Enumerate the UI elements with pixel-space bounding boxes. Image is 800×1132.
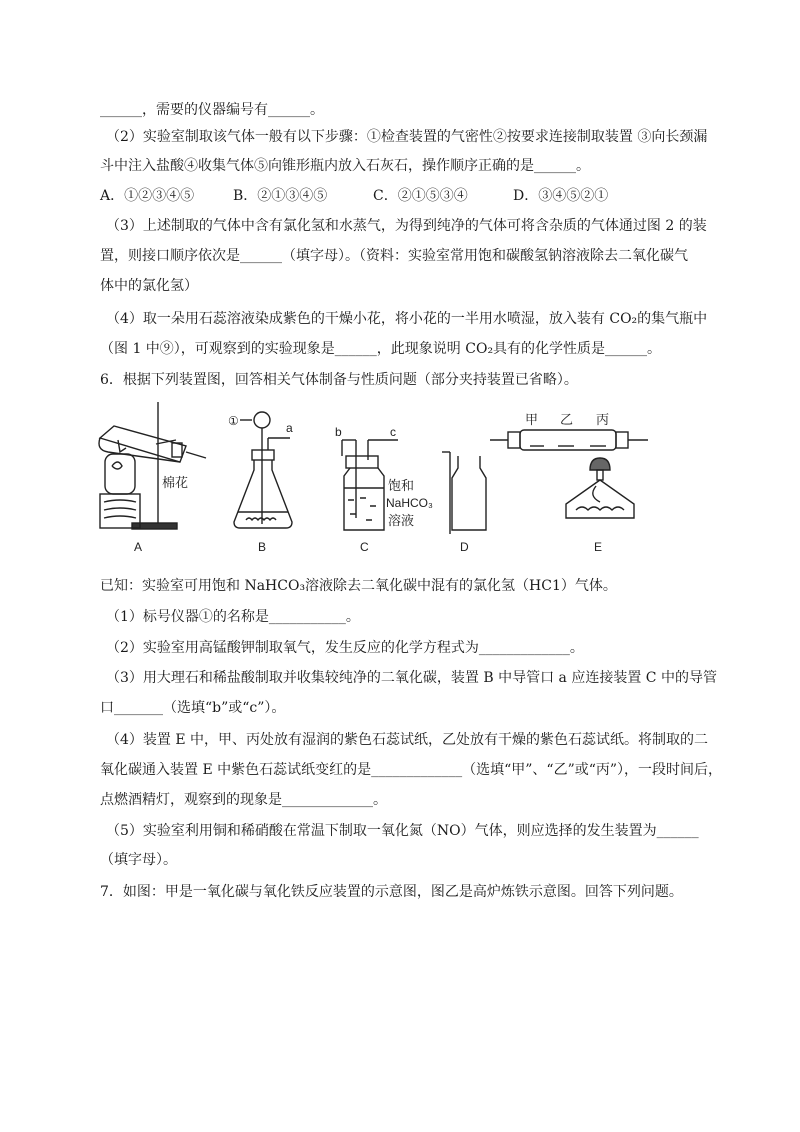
q6-sub4-line3: 点燃酒精灯，观察到的现象是_____________。 (100, 792, 387, 808)
label-circled-1: ① (228, 414, 239, 428)
q7-stem: 7．如图：甲是一氧化碳与氧化铁反应装置的示意图，图乙是高炉炼铁示意图。回答下列问题。 (100, 884, 683, 900)
apparatus-b (234, 412, 292, 528)
label-cotton: 棉花 (162, 476, 189, 491)
q5-option-d: D．③④⑤②① (513, 188, 609, 204)
q6-sub3-line1: （3）用大理石和稀盐酸制取并收集较纯净的二氧化碳，装置 B 中导管口 a 应连接装置 C 中的导管 (106, 670, 717, 686)
q6-sub3-line2: 口_______（选填“b”或“c”）。 (100, 700, 286, 716)
label-solution: 溶液 (388, 514, 415, 529)
label-port-a: a (286, 421, 293, 435)
q5-part3-line1: （3）上述制取的气体中含有氯化氢和水蒸气，为得到纯净的气体可将含杂质的气体通过图 2 的装 (106, 218, 707, 234)
q5-part2-line1: （2）实验室制取该气体一般有以下步骤：①检查装置的气密性②按要求连接制取装置 ③向长颈漏 (106, 129, 708, 145)
q5-option-b: B．②①③④⑤ (233, 188, 328, 204)
q5-part4-line1: （4）取一朵用石蕊溶液染成紫色的干燥小花，将小花的一半用水喷湿，放入装有 CO₂的集气瓶中 (106, 311, 708, 327)
apparatus-d (442, 452, 486, 534)
label-yi: 乙 (560, 413, 574, 428)
q5-part3-line3: 体中的氯化氢） (100, 278, 198, 294)
caption-a: A (134, 540, 143, 554)
caption-c: C (360, 540, 369, 554)
caption-e: E (594, 540, 603, 554)
q5-part3-line2: 置，则接口顺序依次是______（填字母）。（资料：实验室常用饱和碳酸氢钠溶液除去二氧化碳气 (100, 248, 688, 264)
apparatus-e (490, 430, 648, 518)
q5-option-c: C．②①⑤③④ (373, 188, 468, 204)
q6-sub2: （2）实验室用高锰酸钾制取氧气，发生反应的化学方程式为_____________。 (106, 640, 584, 656)
label-nahco3: NaHCO₃ (386, 496, 433, 510)
q6-sub4-line2: 氧化碳通入装置 E 中紫色石蕊试纸变红的是_____________（选填“甲”、“乙”或“丙”），一段时间后， (100, 762, 723, 778)
q6-sub4-line1: （4）装置 E 中，甲、丙处放有湿润的紫色石蕊试纸，乙处放有干燥的紫色石蕊试纸。将制取的二 (106, 732, 709, 748)
label-bing: 丙 (596, 413, 610, 428)
label-jia: 甲 (525, 413, 539, 428)
label-saturated: 饱和 (388, 479, 415, 494)
label-port-b: b (335, 425, 342, 439)
caption-b: B (258, 540, 267, 554)
q5-option-a: A．①②③④⑤ (100, 188, 195, 204)
q6-sub5-line1: （5）实验室利用铜和稀硝酸在常温下制取一氧化氮（NO）气体，则应选择的发生装置为______ (106, 823, 699, 839)
q6-stem: 6．根据下列装置图，回答相关气体制备与性质问题（部分夹持装置已省略）。 (100, 372, 578, 388)
q6-known: 已知：实验室可用饱和 NaHCO₃溶液除去二氧化碳中混有的氯化氢（HC1）气体。 (100, 578, 617, 594)
q6-sub5-line2: （填字母）。 (100, 852, 177, 868)
q5-blank-line: ______，需要的仪器编号有______。 (100, 102, 324, 118)
caption-d: D (460, 540, 469, 554)
apparatus-a (99, 402, 206, 529)
label-port-c: c (390, 425, 396, 439)
q5-part2-line2: 斗中注入盐酸④收集气体⑤向锥形瓶内放入石灰石，操作顺序正确的是______。 (100, 158, 590, 174)
q5-part4-line2: （图 1 中⑨），可观察到的实验现象是______，此现象说明 CO₂具有的化学性质是______。 (100, 341, 662, 357)
q6-sub1: （1）标号仪器①的名称是___________。 (106, 609, 360, 625)
